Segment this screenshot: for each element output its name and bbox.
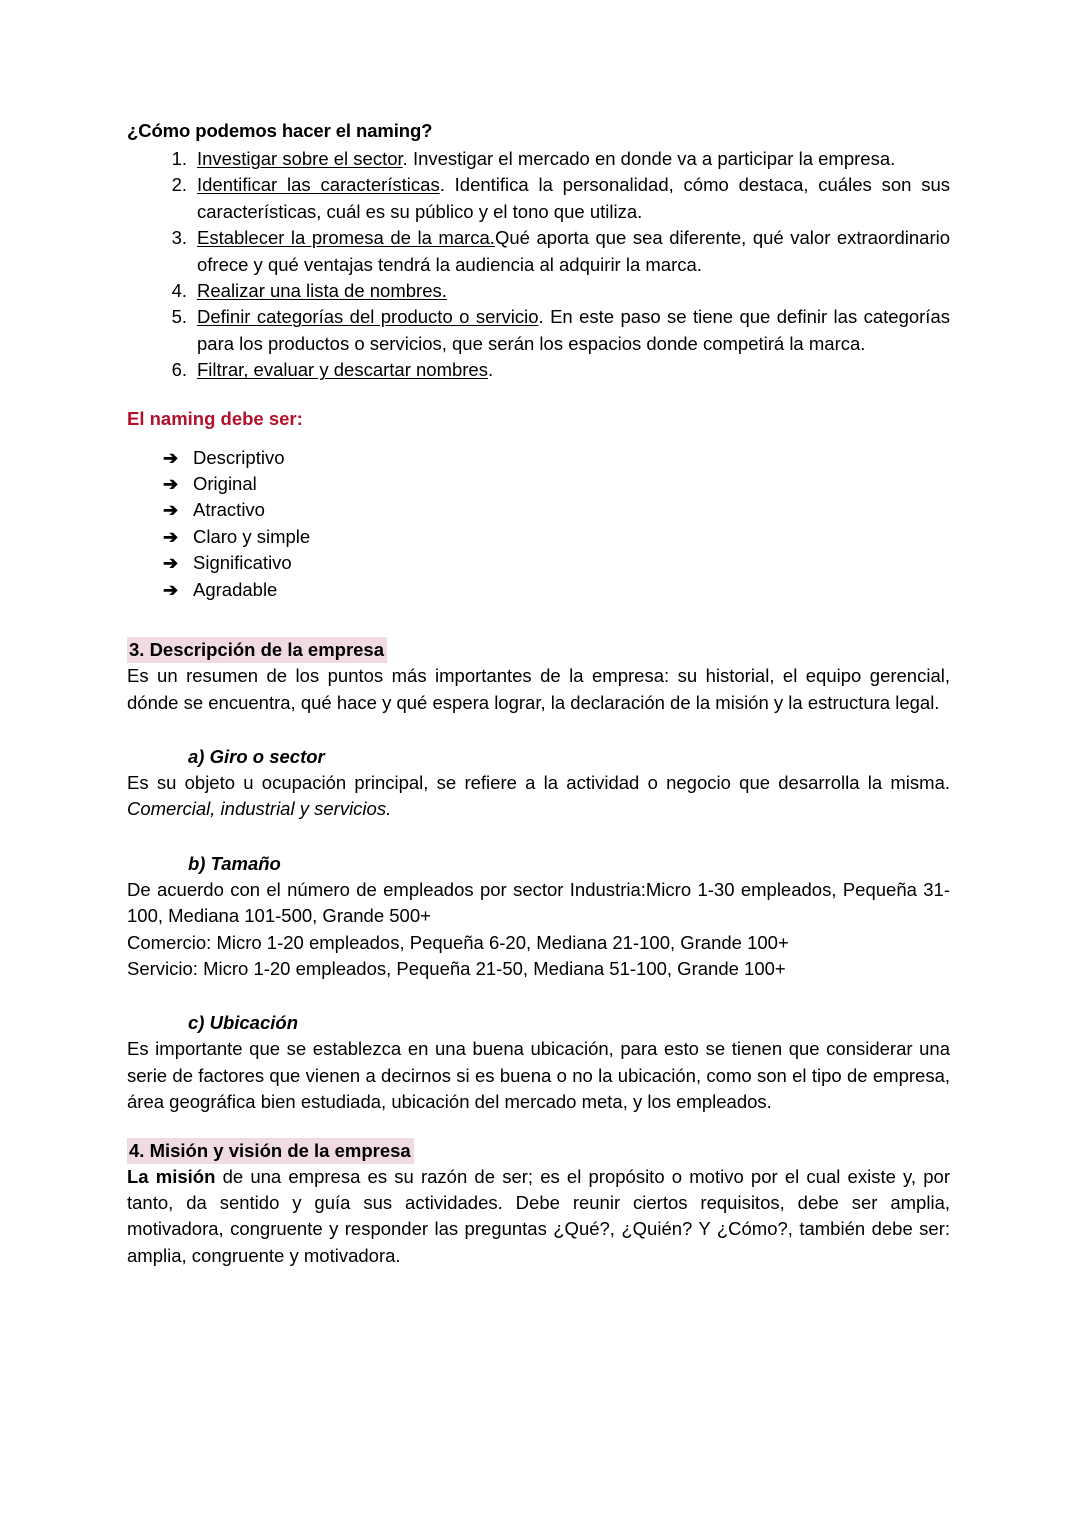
arrow-right-icon: ➔ xyxy=(163,447,179,468)
list-item xyxy=(127,524,950,550)
step-rest-text: . Investigar el mercado en donde va a participar la empresa. xyxy=(402,148,896,169)
spacer xyxy=(127,1116,950,1138)
list-item xyxy=(197,225,950,278)
list-item xyxy=(127,550,950,576)
section-4-lead-bold: La misión xyxy=(127,1165,216,1187)
step-underlined-text: Investigar sobre el sector xyxy=(197,148,403,169)
list-item-label: Descriptivo xyxy=(193,446,285,468)
arrow-right-icon: ➔ xyxy=(163,553,179,574)
section-4-body-text: de una empresa es su razón de ser; es el propósito o motivo por el cual existe y, por tanto, da sentido y guía sus actividades. Debe reunir ciertos requisitos, debe ser amplia, motivadora, congruente y responder las preguntas ¿Qué?, ¿Quién? Y ¿Cómo?, también debe ser: amplia, congruente y motivadora. xyxy=(127,1165,950,1266)
list-item xyxy=(127,471,950,497)
step-rest-text: . Identifica la personalidad, cómo destaca, cuáles son sus características, cuál es su público y el tono que utiliza. xyxy=(197,174,950,222)
section-3-heading: 3. Descripción de la empresa xyxy=(127,637,387,663)
subsection-c-paragraph: Es importante que se establezca en una buena ubicación, para esto se tienen que considerar una serie de factores que vienen a decirnos si es buena o no la ubicación, como son el tipo de empresa, área geográfica bien estudiada, ubicación del mercado meta, y los empleados. xyxy=(127,1038,950,1113)
naming-steps-list xyxy=(127,146,950,384)
list-item xyxy=(197,304,950,357)
spacer xyxy=(127,716,950,744)
arrow-right-icon: ➔ xyxy=(163,500,179,521)
spacer xyxy=(127,603,950,637)
section-4-heading: 4. Misión y visión de la empresa xyxy=(127,1138,414,1164)
list-item-label: Claro y simple xyxy=(193,525,311,547)
naming-requirements-list xyxy=(127,445,950,603)
document-body xyxy=(127,118,950,1269)
list-item xyxy=(127,445,950,471)
list-item xyxy=(197,172,950,225)
arrow-right-icon: ➔ xyxy=(163,579,179,600)
list-item-label: Agradable xyxy=(193,578,278,600)
subsection-b-line-3: Servicio: Micro 1-20 empleados, Pequeña 21-50, Mediana 51-100, Grande 100+ xyxy=(127,957,786,979)
section-3-intro-paragraph: Es un resumen de los puntos más importantes de la empresa: su historial, el equipo gerencial, dónde se encuentra, qué hace y qué espera lograr, la declaración de la misión y la estructura legal. xyxy=(127,665,950,713)
subsection-b-line-2: Comercio: Micro 1-20 empleados, Pequeña 6-20, Mediana 21-100, Grande 100+ xyxy=(127,931,789,953)
step-underlined-text: Realizar una lista de nombres. xyxy=(197,280,447,302)
subsection-a-italic-text: Comercial, industrial y servicios. xyxy=(127,798,392,820)
list-item xyxy=(197,146,950,172)
list-item-label: Significativo xyxy=(193,552,292,574)
arrow-right-icon: ➔ xyxy=(163,526,179,547)
step-underlined-text: Establecer la promesa de la marca. xyxy=(197,227,495,249)
section-4-paragraph xyxy=(127,1164,950,1270)
list-item xyxy=(197,357,950,383)
step-underlined-text: Filtrar, evaluar y descartar nombres xyxy=(197,359,488,381)
subsection-b-line-1: De acuerdo con el número de empleados por sector Industria:Micro 1-30 empleados, Pequeña 31-100, Mediana 101-500, Grande 500+ xyxy=(127,878,950,927)
step-rest-text: Qué aporta que sea diferente, qué valor extraordinario ofrece y qué ventajas tendrá la audiencia al adquirir la marca. xyxy=(197,227,950,275)
section-4-heading-wrap xyxy=(127,1138,950,1164)
step-rest-text: . xyxy=(487,359,494,381)
subsection-a-paragraph xyxy=(127,770,950,823)
spacer xyxy=(127,982,950,1010)
naming-question-heading: ¿Cómo podemos hacer el naming? xyxy=(127,120,433,141)
spacer xyxy=(127,384,950,406)
step-rest-text: . En este paso se tiene que definir las categorías para los productos o servicios, que serán los espacios donde competirá la marca. xyxy=(197,306,950,354)
step-underlined-text: Identificar las características xyxy=(197,174,440,196)
list-item-label: Original xyxy=(193,473,257,495)
list-item xyxy=(127,497,950,523)
arrow-right-icon: ➔ xyxy=(163,474,179,495)
section-3-heading-wrap xyxy=(127,637,950,663)
subsection-c-heading: c) Ubicación xyxy=(188,1012,298,1034)
list-item-label: Atractivo xyxy=(193,499,265,521)
subsection-a-heading: a) Giro o sector xyxy=(188,745,325,767)
list-item xyxy=(127,577,950,603)
spacer xyxy=(127,823,950,851)
subsection-a-text: Es su objeto u ocupación principal, se refiere a la actividad o negocio que desarrolla la misma. xyxy=(127,771,950,793)
list-item xyxy=(197,278,950,304)
naming-requirements-heading: El naming debe ser: xyxy=(127,407,303,429)
step-underlined-text: Definir categorías del producto o servicio xyxy=(197,306,539,328)
subsection-b-heading: b) Tamaño xyxy=(188,852,281,874)
